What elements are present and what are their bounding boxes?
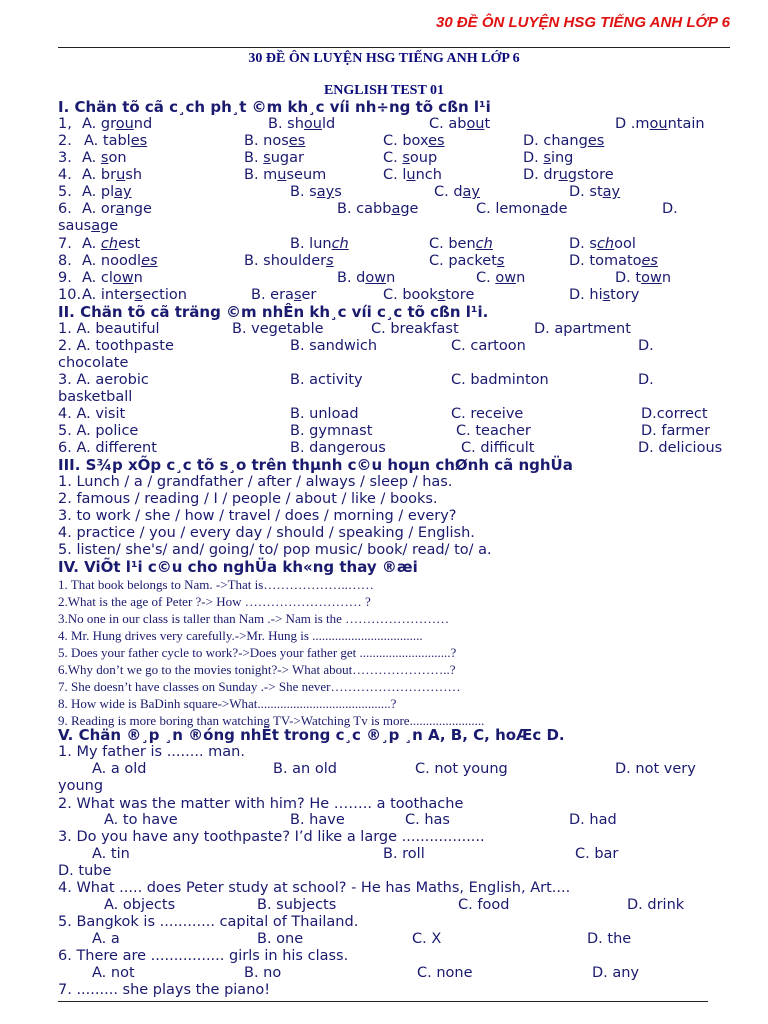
option-d: D. apartment [534, 321, 631, 337]
option-b [244, 150, 304, 167]
word-part: A. tabl [84, 133, 131, 149]
option-a: A. not [92, 965, 135, 981]
option-d-wrap [58, 218, 118, 235]
option-b [290, 184, 342, 201]
option-d [569, 287, 639, 304]
word-part: A. pl [82, 184, 115, 200]
part5-question: 2. What was the matter with him? He …….. a toothache [58, 796, 464, 812]
underlined-sound: s [437, 287, 446, 303]
part4-item: 3.No one in our class is taller than Nam .-> Nam is the …………………… [58, 611, 450, 626]
word-part: seum [286, 167, 327, 183]
word-part: A. [82, 236, 101, 252]
underlined-sound: ch [596, 236, 615, 252]
word-part: D. dr [523, 167, 559, 183]
word-part: ntain [667, 116, 705, 132]
word-part: s [334, 184, 342, 200]
option-b: B. sandwich [290, 338, 378, 354]
word-part: B. shoulder [244, 253, 327, 269]
option-a [84, 133, 147, 150]
word-part: B. lun [290, 236, 332, 252]
option-b [337, 201, 418, 218]
word-part: n [133, 270, 143, 286]
word-part: sh [125, 167, 143, 183]
underlined-sound: s [293, 287, 302, 303]
word-part: nge [124, 201, 152, 217]
underlined-sound: ay [462, 184, 481, 200]
part5-heading: V. Chän ®¸p ¸n ®óng nhÊt trong c¸c ®¸p ¸n A, B, C, hoÆc D. [58, 726, 565, 744]
underlined-sound: ou [649, 116, 668, 132]
underlined-sound: es [428, 133, 445, 149]
underlined-sound: ow [495, 270, 517, 286]
word-part: D. t [615, 270, 642, 286]
word-part: saus [58, 218, 92, 234]
part3-item: 2. famous / reading / I / people / about / like / books. [58, 491, 438, 507]
part4-item: 4. Mr. Hung drives very carefully.->Mr. Hung is .................................. [58, 628, 423, 643]
question-number: 4. [58, 167, 72, 183]
word-part: A. inter [82, 287, 135, 303]
option-d-wrap: chocolate [58, 355, 129, 371]
option-d: D. not very [615, 761, 696, 777]
question-number: 8. [58, 253, 72, 269]
word-part: C. box [383, 133, 429, 149]
underlined-sound: es [141, 253, 158, 269]
option-b [244, 167, 326, 184]
underlined-sound: a [91, 218, 101, 234]
underlined-sound: a [391, 201, 401, 217]
word-part: B. d [337, 270, 366, 286]
underlined-sound: ch [100, 236, 119, 252]
part2-heading: II. Chän tõ cã träng ©m nhÊn kh¸c víi c¸c tõ cßn l¹i. [58, 303, 489, 321]
word-part: B. s [290, 184, 317, 200]
option-a [82, 116, 152, 133]
word-part: C. [476, 270, 496, 286]
word-part: de [549, 201, 568, 217]
option-c: C. X [412, 931, 442, 947]
underlined-sound: ay [602, 184, 621, 200]
underlined-sound: u [558, 167, 568, 183]
underlined-sound: es [587, 133, 605, 149]
option-a: 5. A. police [58, 423, 139, 439]
word-part: tory [610, 287, 640, 303]
option-c [476, 201, 568, 218]
underlined-sound: s [134, 287, 143, 303]
test-title: ENGLISH TEST 01 [323, 83, 445, 98]
part5-question: 5. Bangkok is ............ capital of Thailand. [58, 914, 359, 930]
option-d: D.correct [641, 406, 708, 422]
option-c: C. badminton [451, 372, 549, 388]
part3-heading: III. S¾p xÕp c¸c tõ s¸o trên thµnh c©u hoµn chØnh cã nghÜa [58, 456, 573, 474]
option-d: D. had [569, 812, 617, 828]
option-c: C. food [458, 897, 510, 913]
option-a: 4. A. visit [58, 406, 126, 422]
option-d [615, 116, 705, 133]
part4-item: 1. That book belongs to Nam. ->That is………………..…… [58, 577, 374, 592]
option-d [569, 184, 620, 201]
option-b: B. an old [273, 761, 337, 777]
underlined-sound: ay [316, 184, 335, 200]
word-part: A. [82, 150, 101, 166]
word-part: B. era [251, 287, 294, 303]
part5-question: 7. ......... she plays the piano! [58, 982, 271, 998]
underlined-sound: ow [641, 270, 662, 286]
word-part: B. nos [244, 133, 289, 149]
word-part: C. packet [429, 253, 497, 269]
underlined-sound: ch [331, 236, 349, 252]
underlined-sound: ow [365, 270, 387, 286]
word-part: est [118, 236, 141, 252]
option-a [82, 236, 140, 253]
word-part: ge [400, 201, 419, 217]
underlined-sound: s [402, 150, 410, 166]
option-b [244, 253, 334, 270]
option-c [383, 150, 437, 167]
word-part: C. [383, 150, 403, 166]
underlined-sound: u [116, 167, 126, 183]
word-part: A. gr [82, 116, 116, 132]
option-b: B. subjects [257, 897, 337, 913]
option-b [268, 116, 335, 133]
option-a: A. tin [92, 846, 130, 862]
option-a: 3. A. aerobic [58, 372, 149, 388]
part4-heading: IV. ViÕt l¹i c©u cho nghÜa kh«ng thay ®æi [58, 558, 418, 576]
header-divider [58, 47, 730, 48]
option-a [82, 270, 143, 287]
underlined-sound: ou [466, 116, 485, 132]
option-b: B. have [290, 812, 345, 828]
page-title: 30 ĐỀ ÔN LUYỆN HSG TIẾNG ANH LỚP 6 [248, 51, 520, 66]
word-part: t [484, 116, 491, 132]
option-d: D. drink [627, 897, 685, 913]
part4-item: 8. How wide is BaDinh square->What.........................................? [58, 696, 397, 711]
word-part: gstore [567, 167, 614, 183]
option-b: B. dangerous [290, 440, 386, 456]
option-d: D. any [592, 965, 640, 981]
part3-item: 5. listen/ she's/ and/ going/ to/ pop music/ book/ read/ to/ a. [58, 542, 492, 558]
word-part: C. l [383, 167, 407, 183]
option-d: D. the [587, 931, 632, 947]
word-part: ool [614, 236, 636, 252]
option-a: 2. A. toothpaste [58, 338, 174, 354]
option-d: D. [638, 338, 654, 354]
part5-option-wrap: young [58, 778, 104, 794]
part4-item: 9. Reading is more boring than watching TV->Watching Tv is more....................... [58, 713, 485, 728]
option-a: A. to have [104, 812, 178, 828]
underlined-sound: s [602, 287, 611, 303]
word-part: D. s [569, 236, 597, 252]
word-part: B. m [244, 167, 278, 183]
option-c [429, 236, 493, 253]
option-a [82, 253, 158, 270]
underlined-sound: s [496, 253, 505, 269]
option-d [523, 167, 614, 184]
word-part: on [108, 150, 127, 166]
word-part: n [516, 270, 526, 286]
option-c: C. has [405, 812, 450, 828]
word-part: n [661, 270, 672, 286]
word-part: B. cabb [337, 201, 392, 217]
option-c [429, 116, 490, 133]
option-d: D. [638, 372, 654, 388]
option-a [82, 201, 152, 218]
word-part: D .m [615, 116, 650, 132]
part5-question: 3. Do you have any toothpaste? I’d like a large .................. [58, 829, 485, 845]
question-number: 7. [58, 236, 72, 252]
option-c: C. bar [575, 846, 619, 862]
underlined-sound: ou [115, 116, 134, 132]
underlined-sound: a [540, 201, 550, 217]
option-b: B. roll [383, 846, 425, 862]
option-a [82, 150, 127, 167]
option-c: C. none [417, 965, 473, 981]
underlined-sound: es [288, 133, 306, 149]
option-c [383, 167, 442, 184]
option-a: A. a old [92, 761, 147, 777]
part5-option-wrap: D. tube [58, 863, 112, 879]
word-part: D. [523, 150, 544, 166]
option-b [337, 270, 395, 287]
underlined-sound: s [543, 150, 551, 166]
question-number: 5. [58, 184, 72, 200]
word-part: er [301, 287, 317, 303]
part5-question: 4. What ..... does Peter study at school? - He has Maths, English, Art.... [58, 880, 571, 896]
option-d [523, 150, 573, 167]
underlined-sound: ow [112, 270, 134, 286]
word-part: A. noodl [82, 253, 142, 269]
underlined-sound: u [406, 167, 416, 183]
underlined-sound: s [326, 253, 334, 269]
option-d [569, 253, 658, 270]
option-b: B. activity [290, 372, 363, 388]
question-number: 10. [58, 287, 82, 303]
question-number: 9. [58, 270, 72, 286]
option-c: C. breakfast [371, 321, 459, 337]
option-b [251, 287, 316, 304]
underlined-sound: s [263, 150, 271, 166]
part4-item: 5. Does your father cycle to work?->Does your father get ............................? [58, 645, 457, 660]
question-number: 3. [58, 150, 72, 166]
option-a [82, 167, 142, 184]
word-part: C. lemon [476, 201, 541, 217]
word-part: C. ab [429, 116, 467, 132]
word-part: A. br [82, 167, 117, 183]
footer-divider [58, 1001, 708, 1002]
word-part: ge [100, 218, 119, 234]
option-a [82, 184, 132, 201]
option-a: A. a [92, 931, 120, 947]
word-part: D. [662, 201, 678, 217]
option-b: B. vegetable [232, 321, 324, 337]
word-part: ection [142, 287, 187, 303]
option-c: C. difficult [461, 440, 535, 456]
word-part: D. tomato [569, 253, 642, 269]
word-part: oup [409, 150, 438, 166]
underlined-sound: es [130, 133, 148, 149]
word-part: C. book [383, 287, 438, 303]
word-part: n [386, 270, 396, 286]
part4-item: 2.What is the age of Peter ?-> How ……………………… ? [58, 594, 371, 609]
underlined-sound: s [100, 150, 109, 166]
option-a [82, 287, 187, 304]
part5-question: 6. There are ................ girls in his class. [58, 948, 349, 964]
underlined-sound: ou [303, 116, 322, 132]
word-part: A. cl [82, 270, 113, 286]
word-part: ugar [270, 150, 304, 166]
part4-item: 6.Why don’t we go to the movies tonight?-> What about…………………..? [58, 662, 456, 677]
option-c: C. receive [451, 406, 524, 422]
option-d: D. farmer [641, 423, 711, 439]
option-d [569, 236, 636, 253]
word-part: ing [550, 150, 574, 166]
word-part: C. d [434, 184, 463, 200]
option-d [523, 133, 604, 150]
option-b: B. gymnast [290, 423, 373, 439]
question-number: 1, [58, 116, 72, 132]
word-part: D. hi [569, 287, 603, 303]
option-d [662, 201, 678, 218]
underlined-sound: u [277, 167, 287, 183]
option-d [615, 270, 671, 287]
option-b [290, 236, 349, 253]
option-c [383, 133, 445, 150]
word-part: B. sh [268, 116, 304, 132]
option-a: A. objects [104, 897, 176, 913]
part5-question: 1. My father is ........ man. [58, 744, 245, 760]
option-c [434, 184, 480, 201]
word-part: A. or [82, 201, 116, 217]
word-part: nd [133, 116, 153, 132]
option-d-wrap: basketball [58, 389, 133, 405]
underlined-sound: a [115, 201, 125, 217]
option-c: C. not young [415, 761, 508, 777]
option-b [244, 133, 305, 150]
question-number: 2. [58, 133, 72, 149]
option-c [476, 270, 525, 287]
word-part: B. [244, 150, 264, 166]
option-a: 6. A. different [58, 440, 157, 456]
option-b: B. no [244, 965, 282, 981]
underlined-sound: es [641, 253, 658, 269]
option-c [383, 287, 474, 304]
part3-item: 1. Lunch / a / grandfather / after / always / sleep / has. [58, 474, 453, 490]
option-c [429, 253, 504, 270]
part4-item: 7. She doesn’t have classes on Sunday .-> She never………………………… [58, 679, 461, 694]
underlined-sound: ay [114, 184, 132, 200]
part3-item: 3. to work / she / how / travel / does / morning / every? [58, 508, 457, 524]
word-part: D. chang [523, 133, 588, 149]
option-c: C. cartoon [451, 338, 526, 354]
part1-heading: I. Chän tõ cã c¸ch ph¸t ©m kh¸c víi nh÷ng tõ cßn l¹i [58, 98, 491, 116]
running-header: 30 ĐỀ ÔN LUYỆN HSG TIẾNG ANH LỚP 6 [436, 14, 730, 31]
option-a: 1. A. beautiful [58, 321, 160, 337]
word-part: C. ben [429, 236, 476, 252]
word-part: tore [445, 287, 475, 303]
word-part: ld [321, 116, 336, 132]
word-part: D. st [569, 184, 603, 200]
word-part: nch [415, 167, 442, 183]
part3-item: 4. practice / you / every day / should / speaking / English. [58, 525, 475, 541]
question-number: 6. [58, 201, 72, 217]
underlined-sound: ch [475, 236, 493, 252]
option-c: C. teacher [456, 423, 531, 439]
option-b: B. unload [290, 406, 359, 422]
option-b: B. one [257, 931, 304, 947]
option-d: D. delicious [638, 440, 723, 456]
